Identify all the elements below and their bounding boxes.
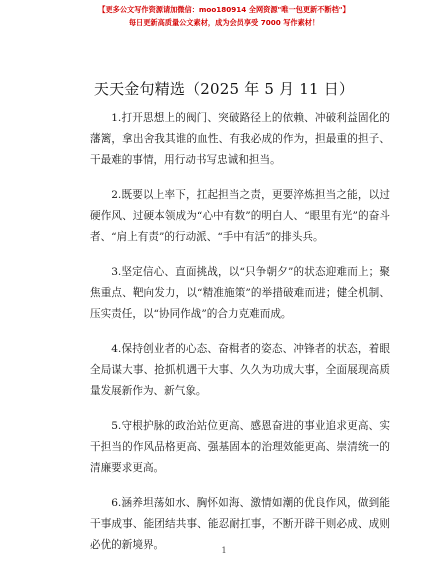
document-title: 天天金句精选（2025 年 5 月 11 日） [93, 80, 355, 98]
banner-promo-line: 【更多公文写作资源请加微信：moo180914 全网资源"唯一包更新不断档"】 [98, 5, 350, 14]
paragraph-5: 5.守根护脉的政治站位更高、感恩奋进的事业追求更高、实干担当的作风品格更高、强基固本的治理效能更高、崇清统一的清廉要求更高。 [90, 420, 390, 474]
paragraph-3: 3.坚定信心、直面挑战，以“只争朝夕”的状态迎难而上；聚焦重点、靶向发力，以“精准施策”的举措破难而进；健全机制、压实责任，以“协同作战”的合力克难而成。 [90, 266, 390, 320]
paragraph-2: 2.既要以上率下，扛起担当之责，更要淬炼担当之能，以过硬作风、过硬本领成为“心中有数”的明白人、“眼里有光”的奋斗者、“肩上有责”的行动派、“手中有活”的排头兵。 [90, 189, 390, 243]
header-banner [0, 3, 448, 29]
banner-subtitle-line: 每日更新高质量公文素材，成为会员享受 7000 写作素材！ [128, 18, 320, 27]
page-number: 1 [221, 546, 227, 555]
paragraph-1: 1.打开思想上的阀门、突破路径上的依赖、冲破利益固化的藩篱，拿出舍我其谁的血性、有我必成的作为，担最重的担子、干最难的事情，用行动书写忠诚和担当。 [90, 112, 390, 166]
document-body [90, 108, 390, 570]
paragraph-6: 6.涵养坦荡如水、胸怀如海、激情如潮的优良作风，做到能干事成事、能团结共事、能忍耐扛事，不断开辟干则必成、成则必优的新境界。 [90, 497, 390, 551]
paragraph-4: 4.保持创业者的心态、奋楫者的姿态、冲锋者的状态，着眼全局谋大事、抢抓机遇干大事、久久为功成大事，全面展现高质量发展新作为、新气象。 [90, 343, 390, 397]
